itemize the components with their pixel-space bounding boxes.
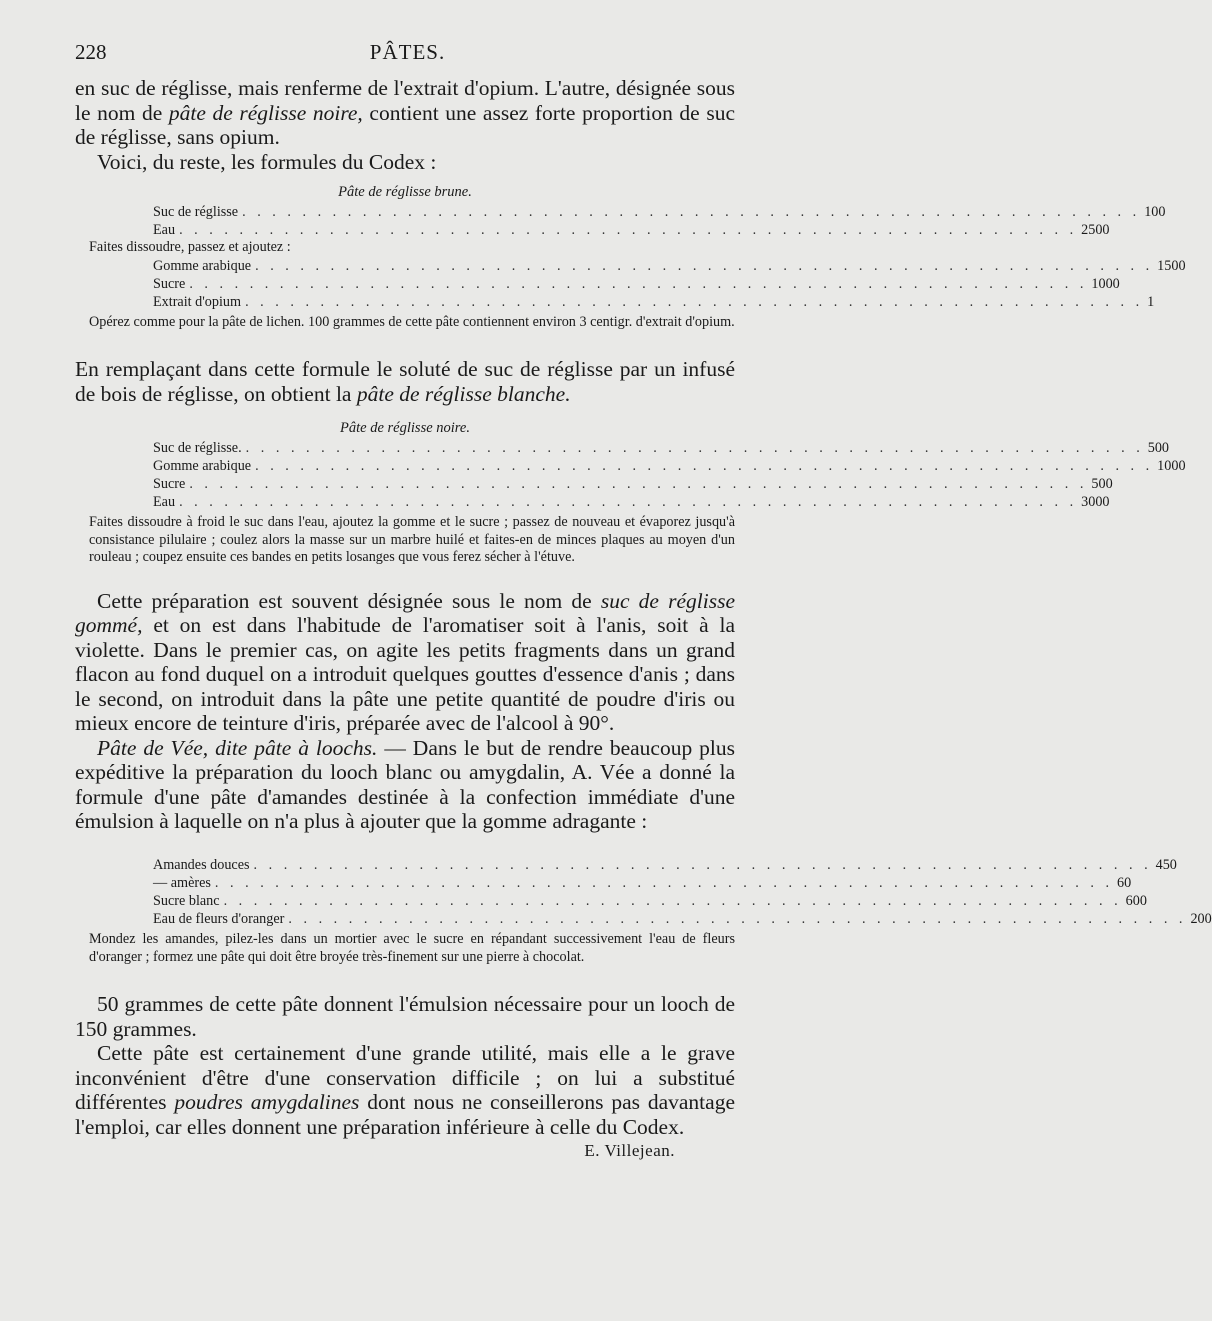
ingredient-quantity: 600 <box>1125 892 1147 909</box>
paragraph-6: 50 grammes de cette pâte donnent l'émulsion nécessaire pour un looch de 150 grammes. <box>75 992 735 1041</box>
ingredient-row <box>153 475 1113 493</box>
page-header <box>75 40 740 70</box>
ingredient-quantity: 3000 <box>1081 494 1110 511</box>
ingredient-list <box>153 856 1212 928</box>
ingredient-quantity: 1500 <box>1157 257 1186 274</box>
ingredient-name: Sucre <box>153 476 186 493</box>
ingredient-list <box>153 257 1186 311</box>
ingredient-name: Extrait d'opium <box>153 293 242 310</box>
ingredient-row <box>153 257 1186 275</box>
formula-title: Pâte de réglisse brune. <box>338 184 472 200</box>
formula-title: Pâte de réglisse noire. <box>340 420 470 437</box>
formula-note: Faites dissoudre à froid le suc dans l'eau, ajoutez la gomme et le sucre ; passez de nouveau et évaporez jusqu'à consistance pilulaire ; coulez alors la masse sur un marbre huilé et faites-en de minces plaques au moyen d'un rouleau ; coupez ensuite ces bandes en petits losanges que vous ferez sécher à l'étuve. <box>89 514 735 566</box>
leader-dots: . . . . . . . . . . . . . . . . . . . . . . . . . . . . . . . . . . . . . . . . . . . . . . . . . . . . . . . . . . . . <box>179 222 1078 238</box>
ingredient-row <box>153 892 1147 910</box>
ingredient-name: Eau de fleurs d'oranger <box>153 910 285 927</box>
ingredient-name: Gomme arabique <box>153 458 252 475</box>
ingredient-name: Amandes douces <box>153 856 250 873</box>
paragraph-2: Voici, du reste, les formules du Codex : <box>97 149 437 174</box>
ingredient-row <box>153 874 1132 892</box>
formula-note: Opérez comme pour la pâte de lichen. 100 grammes de cette pâte contiennent environ 3 centigr. d'extrait d'opium. <box>89 313 735 330</box>
ingredient-row <box>153 493 1110 511</box>
paragraph-7: Cette pâte est certainement d'une grande utilité, mais elle a le grave inconvénient d'être d'une conservation difficile ; on lui a substitué différentes poudres amygdalines dont nous ne conseillerons pas davantage l'emploi, car elles donnent une préparation inférieure à celle du Codex. <box>75 1041 735 1139</box>
ingredient-row <box>153 203 1166 221</box>
ingredient-row <box>153 293 1155 311</box>
ingredient-row <box>153 457 1186 475</box>
leader-dots: . . . . . . . . . . . . . . . . . . . . . . . . . . . . . . . . . . . . . . . . . . . . . . . . . . . . . . . . . . . . <box>245 440 1144 457</box>
leader-dots: . . . . . . . . . . . . . . . . . . . . . . . . . . . . . . . . . . . . . . . . . . . . . . . . . . . . . . . . . . . . <box>253 856 1152 873</box>
ingredient-name: Sucre blanc <box>153 892 220 909</box>
page-number: 228 <box>75 40 107 64</box>
author-signature: E. Villejean. <box>584 1141 675 1161</box>
formula-note: Mondez les amandes, pilez-les dans un mortier avec le sucre en répandant successivement l'eau de fleurs d'oranger ; formez une pâte qui doit être broyée très-finement sur une pierre à chocolat. <box>89 930 735 965</box>
formula-brune <box>75 184 1186 331</box>
leader-dots: . . . . . . . . . . . . . . . . . . . . . . . . . . . . . . . . . . . . . . . . . . . . . . . . . . . . . . . . . . . . <box>189 275 1088 292</box>
leader-dots: . . . . . . . . . . . . . . . . . . . . . . . . . . . . . . . . . . . . . . . . . . . . . . . . . . . . . . . . . . . . <box>288 910 1187 927</box>
leader-dots: . . . . . . . . . . . . . . . . . . . . . . . . . . . . . . . . . . . . . . . . . . . . . . . . . . . . . . . . . . . . <box>189 476 1088 493</box>
ingredient-quantity: 1 <box>1147 293 1155 310</box>
formula-instruction: Faites dissoudre, passez et ajoutez : <box>89 239 291 255</box>
ingredient-row <box>153 910 1212 928</box>
page-body <box>75 76 1212 1161</box>
ingredient-quantity: 450 <box>1155 856 1177 873</box>
leader-dots: . . . . . . . . . . . . . . . . . . . . . . . . . . . . . . . . . . . . . . . . . . . . . . . . . . . . . . . . . . . . <box>255 257 1154 274</box>
ingredient-quantity: 500 <box>1147 440 1170 457</box>
formula-noire <box>75 420 1186 567</box>
ingredient-name: Suc de réglisse. <box>153 440 242 457</box>
leader-dots: . . . . . . . . . . . . . . . . . . . . . . . . . . . . . . . . . . . . . . . . . . . . . . . . . . . . . . . . . . . . <box>223 892 1122 909</box>
leader-dots: . . . . . . . . . . . . . . . . . . . . . . . . . . . . . . . . . . . . . . . . . . . . . . . . . . . . . . . . . . . . <box>242 204 1141 220</box>
ingredient-quantity: 2500 <box>1081 222 1110 238</box>
ingredient-quantity: 60 <box>1117 874 1132 891</box>
ingredient-quantity: 1000 <box>1091 275 1120 292</box>
formula-vee <box>75 856 1212 966</box>
ingredient-name: Suc de réglisse <box>153 204 239 220</box>
ingredient-name: — amères <box>153 874 211 891</box>
leader-dots: . . . . . . . . . . . . . . . . . . . . . . . . . . . . . . . . . . . . . . . . . . . . . . . . . . . . . . . . . . . . <box>245 293 1144 310</box>
ingredient-quantity: 1000 <box>1157 458 1186 475</box>
ingredient-row <box>153 856 1177 874</box>
paragraph-1: en suc de réglisse, mais renferme de l'extrait d'opium. L'autre, désignée sous le nom de pâte de réglisse noire, contient une assez forte proportion de suc de réglisse, sans opium. <box>75 76 735 149</box>
paragraph-3: En remplaçant dans cette formule le soluté de suc de réglisse par un infusé de bois de réglisse, on obtient la pâte de réglisse blanche. <box>75 357 735 406</box>
leader-dots: . . . . . . . . . . . . . . . . . . . . . . . . . . . . . . . . . . . . . . . . . . . . . . . . . . . . . . . . . . . . <box>214 874 1113 891</box>
ingredient-row <box>153 221 1110 239</box>
ingredient-row <box>153 275 1120 293</box>
running-title: PÂTES. <box>369 40 446 64</box>
ingredient-name: Sucre <box>153 275 186 292</box>
ingredient-quantity: 200 <box>1190 910 1212 927</box>
ingredient-quantity: 100 <box>1144 204 1166 220</box>
ingredient-quantity: 500 <box>1091 476 1113 493</box>
ingredient-name: Eau <box>153 222 176 238</box>
leader-dots: . . . . . . . . . . . . . . . . . . . . . . . . . . . . . . . . . . . . . . . . . . . . . . . . . . . . . . . . . . . . <box>255 458 1154 475</box>
paragraph-4: Cette préparation est souvent désignée sous le nom de suc de réglisse gommé, et on est dans l'habitude de l'aromatiser soit à l'anis, soit à la violette. Dans le premier cas, on agite les petits fragments dans un grand flacon au fond duquel on a introduit quelques gouttes d'essence d'anis ; dans le second, on introduit dans la pâte une petite quantité de poudre d'iris ou mieux encore de teinture d'iris, préparée avec de l'alcool à 90°. <box>75 588 735 736</box>
ingredient-name: Eau <box>153 494 176 511</box>
ingredient-row <box>153 439 1170 457</box>
leader-dots: . . . . . . . . . . . . . . . . . . . . . . . . . . . . . . . . . . . . . . . . . . . . . . . . . . . . . . . . . . . . <box>179 494 1078 511</box>
ingredient-name: Gomme arabique <box>153 257 252 274</box>
paragraph-5: Pâte de Vée, dite pâte à loochs. — Dans le but de rendre beaucoup plus expéditive la préparation du looch blanc ou amygdalin, A. Vée a donné la formule d'une pâte d'amandes destinée à la confection immédiate d'une émulsion à laquelle on n'a plus à ajouter que la gomme adragante : <box>75 735 735 834</box>
ingredient-list <box>153 203 1166 239</box>
ingredient-list <box>153 439 1186 511</box>
